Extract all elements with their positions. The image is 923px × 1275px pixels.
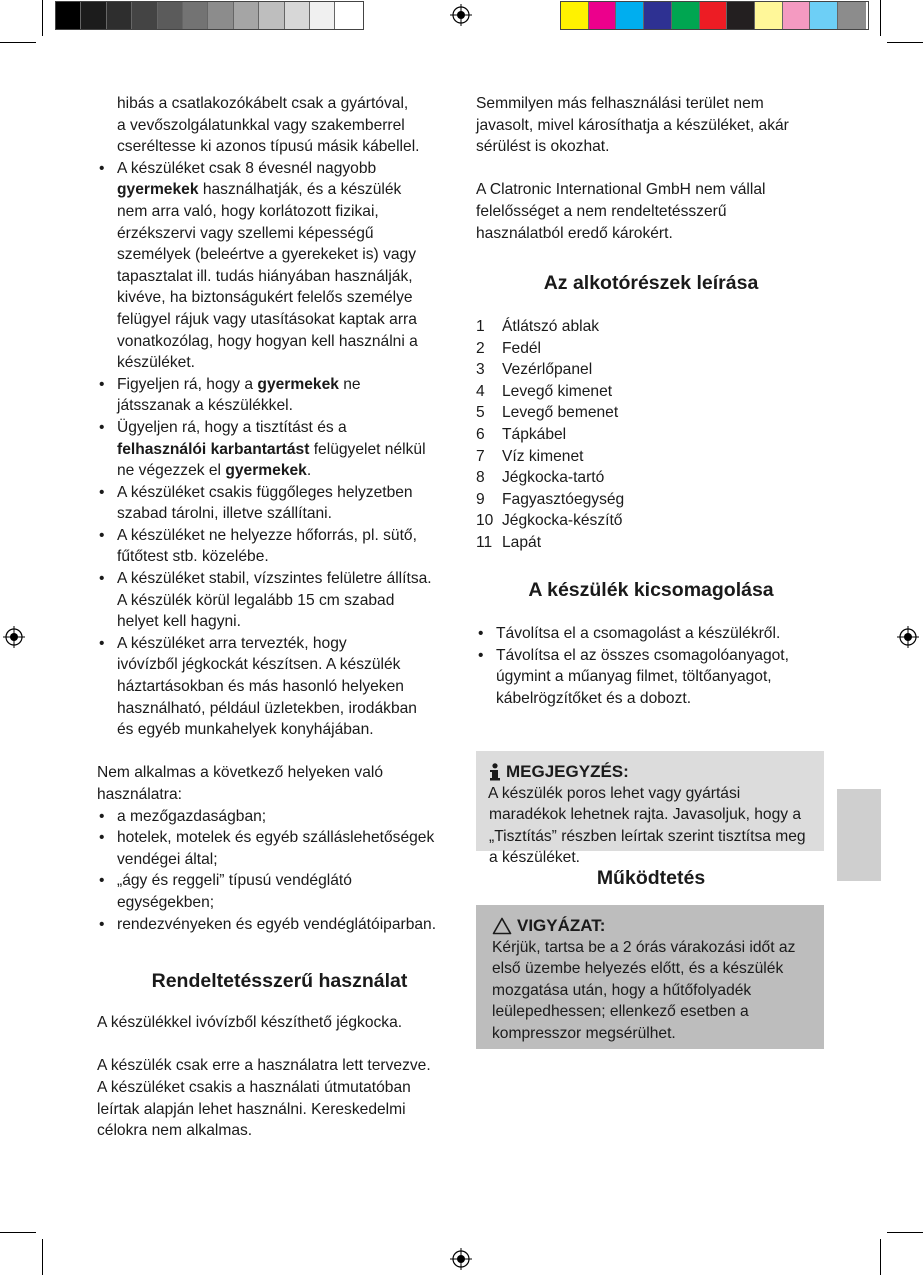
text-span: felügyelet nélkül — [309, 440, 426, 458]
parts-section — [476, 316, 826, 554]
text-line: A készülék poros lehet vagy gyártási — [488, 784, 741, 802]
text-line: ivóvízből jégkockát készítsen. A készülék — [117, 656, 401, 674]
part-label: Jégkocka-készítő — [502, 512, 623, 530]
text-line: kivéve, ha biztonságukért felelős személye — [117, 289, 413, 307]
use-paragraph-2 — [97, 1055, 462, 1141]
bold-text: felhasználói karbantartást — [117, 440, 310, 458]
warning-title-text: VIGYÁZAT: — [517, 916, 606, 935]
color-swatch — [158, 2, 183, 29]
text-line: személyek (beleértve a gyerekeket is) vagy — [117, 246, 417, 264]
crop-mark — [0, 42, 36, 43]
misuse-paragraph — [476, 93, 826, 158]
unpacking-list — [476, 623, 826, 709]
text-line: • Távolítsa el az összes csomagolóanyagot, — [496, 646, 789, 664]
color-swatch — [644, 2, 672, 29]
text-line: hibás a csatlakozókábelt csak a gyártóval, — [117, 95, 409, 112]
part-item — [476, 489, 826, 511]
list-item — [97, 482, 462, 525]
text-line: használatra: — [97, 786, 182, 803]
right-column — [476, 93, 826, 244]
text-line: egységekben; — [117, 893, 215, 911]
text-line — [117, 179, 462, 201]
text-line: • „ágy és reggeli” típusú vendéglátó — [117, 872, 352, 890]
text-line: maradékok lehetnek rajta. Javasoljuk, hogy a — [489, 806, 802, 824]
part-number: 7 — [476, 447, 485, 465]
left-column — [97, 93, 462, 1142]
note-title-text: MEGJEGYZÉS: — [506, 762, 629, 781]
part-item — [476, 446, 826, 468]
part-item — [476, 532, 826, 554]
text-line: célokra nem alkalmas. — [97, 1122, 253, 1140]
color-swatch — [285, 2, 310, 29]
text-line: • Távolítsa el a csomagolást a készülékről. — [496, 625, 781, 642]
list-item — [97, 568, 462, 633]
text-line: felelősséget a nem rendeltetésszerű — [476, 202, 727, 220]
text-span: ne végezzek el — [117, 462, 226, 480]
text-line: javasolt, mivel károsíthatja a készüléket, akár — [476, 116, 789, 134]
part-label: Lapát — [502, 533, 542, 551]
list-item — [97, 158, 462, 374]
heading-unpacking: A készülék kicsomagolása — [528, 579, 774, 601]
text-line: kábelrögzítőket és a dobozt. — [496, 689, 692, 707]
part-item — [476, 359, 826, 381]
text-line: A készülék körül legalább 15 cm szabad — [117, 591, 395, 609]
warning-title — [492, 915, 818, 937]
list-item — [97, 374, 462, 417]
text-line — [117, 439, 462, 461]
color-swatch — [616, 2, 644, 29]
color-swatch — [810, 2, 838, 29]
bold-text: gyermekek — [225, 462, 307, 480]
part-label: Átlátszó ablak — [502, 318, 600, 335]
text-line: • hotelek, motelek és egyéb szálláslehetőségek — [117, 829, 435, 847]
part-label: Vezérlőpanel — [502, 361, 593, 379]
part-number: 11 — [476, 533, 493, 551]
text-line: helyet kell hagyni. — [117, 613, 241, 631]
warning-box — [476, 905, 824, 1049]
text-line: felügyel rájuk vagy utasításokat kaptak arra — [117, 310, 417, 328]
color-swatch — [589, 2, 617, 29]
use-paragraph: A készülékkel ivóvízből készíthető jégkocka. — [97, 1014, 403, 1032]
color-swatch — [132, 2, 157, 29]
heading-parts: Az alkotórészek leírása — [543, 272, 759, 294]
text-line: • A készüléket arra tervezték, hogy — [117, 634, 347, 652]
part-label: Fagyasztóegység — [502, 490, 625, 508]
registration-mark-icon — [450, 1248, 472, 1270]
bold-text: gyermekek — [117, 181, 199, 199]
registration-mark-icon — [3, 626, 25, 648]
text-line: „Tisztítás” részben leírtak szerint tisztítsa meg — [489, 827, 806, 845]
crop-mark — [42, 0, 43, 36]
text-line: Kérjük, tartsa be a 2 órás várakozási időt az — [492, 938, 796, 956]
part-item — [476, 510, 826, 532]
text-line: érzékszervi vagy szellemi képességű — [117, 224, 374, 242]
part-item — [476, 316, 826, 338]
color-swatch — [561, 2, 589, 29]
color-swatch — [310, 2, 335, 29]
part-number: 4 — [476, 382, 485, 400]
note-box — [476, 751, 824, 867]
text-line: A készülék csak erre a használatra lett tervezve. — [97, 1057, 431, 1075]
unsuitable-list — [97, 806, 462, 936]
crop-mark — [0, 1232, 36, 1233]
parts-list — [476, 316, 826, 554]
text-line: • A készüléket csak 8 évesnél nagyobb — [117, 159, 377, 177]
text-line: készüléket. — [117, 354, 196, 372]
text-line: a vevőszolgálatunkkal vagy szakemberrel — [117, 116, 405, 134]
list-item — [97, 806, 462, 828]
crop-mark — [880, 1239, 881, 1275]
color-swatch — [755, 2, 783, 29]
text-line: háztartásokban és más hasonló helyeken — [117, 678, 404, 696]
text-line: vonatkozólag, hogy hogyan kell használni a — [117, 332, 418, 350]
part-number: 1 — [476, 318, 485, 335]
crop-mark — [887, 42, 923, 43]
color-swatch — [81, 2, 106, 29]
info-icon — [489, 763, 501, 781]
list-item — [97, 633, 462, 741]
text-span: . — [306, 462, 312, 480]
part-number: 8 — [476, 469, 485, 487]
list-item — [476, 645, 826, 710]
bold-text: gyermekek — [257, 375, 339, 393]
color-swatch — [700, 2, 728, 29]
unpacking-section — [476, 623, 826, 709]
list-item — [97, 870, 462, 913]
safety-list — [97, 158, 462, 741]
part-number: 9 — [476, 490, 485, 508]
text-line: sérülést is okozhat. — [476, 138, 610, 156]
part-label: Jégkocka-tartó — [502, 469, 605, 487]
text-span: használhatják, és a készülék — [198, 181, 402, 199]
color-swatch — [672, 2, 700, 29]
text-line: leülepedhessen; ellenkező esetben a — [492, 1003, 749, 1021]
text-line: első üzembe helyezés előtt, és a készülék — [492, 960, 784, 978]
text-line: • A készüléket csakis függőleges helyzetben — [117, 483, 413, 501]
text-line: leírtak alapján lehet használni. Kereskedelmi — [97, 1100, 406, 1118]
text-line: fűtőtest stb. közelébe. — [117, 548, 269, 566]
text-line: cseréltesse ki azonos típusú másik kábellel. — [117, 138, 420, 156]
color-swatch — [56, 2, 81, 29]
part-label: Levegő bemenet — [502, 404, 619, 422]
text-line: mozgatása után, hogy a hűtőfolyadék — [492, 981, 752, 999]
color-swatch — [208, 2, 233, 29]
text-line — [117, 460, 462, 482]
part-item — [476, 402, 826, 424]
text-span: ne — [338, 375, 361, 393]
text-line: Nem alkalmas a következő helyeken való — [97, 764, 384, 782]
list-item — [97, 914, 462, 936]
process-color-bar — [560, 1, 869, 30]
color-swatch — [727, 2, 755, 29]
text-line: • A készüléket ne helyezze hőforrás, pl. sütő, — [117, 526, 417, 544]
text-line: nem arra való, hogy korlátozott fizikai, — [117, 202, 379, 220]
part-number: 2 — [476, 339, 485, 357]
registration-mark-icon — [450, 4, 472, 26]
registration-mark-icon — [897, 626, 919, 648]
text-line: • a mezőgazdaságban; — [117, 807, 267, 825]
text-line: és egyéb munkahelyek konyhájában. — [117, 721, 374, 739]
list-item — [97, 525, 462, 568]
color-swatch — [335, 2, 360, 29]
grayscale-bar — [55, 1, 364, 30]
part-number: 6 — [476, 425, 485, 443]
text-span: Figyeljen rá, hogy a — [117, 375, 258, 393]
text-line: Semmilyen más felhasználási terület nem — [476, 95, 764, 112]
heading-operation: Működtetés — [596, 867, 706, 889]
text-line: A készüléket csakis a használati útmutatóban — [97, 1078, 411, 1096]
part-number: 10 — [476, 512, 494, 530]
part-label: Tápkábel — [502, 425, 567, 443]
note-title — [489, 761, 818, 783]
text-line: használható, például üzletekben, irodákban — [117, 699, 417, 717]
text-line: • rendezvényeken és egyéb vendéglátóiparban. — [117, 915, 437, 933]
text-line — [117, 374, 462, 396]
color-swatch — [183, 2, 208, 29]
part-number: 3 — [476, 361, 485, 379]
part-label: Víz kimenet — [502, 447, 584, 465]
part-item — [476, 424, 826, 446]
text-line: játsszanak a készülékkel. — [117, 397, 293, 415]
crop-mark — [880, 0, 881, 36]
text-line: úgymint a műanyag filmet, töltőanyagot, — [496, 668, 772, 686]
list-item — [476, 623, 826, 645]
text-line: vendégei által; — [117, 850, 218, 868]
text-line: a készüléket. — [489, 849, 581, 867]
color-swatch — [259, 2, 284, 29]
text-line: használatból eredő károkért. — [476, 224, 673, 242]
unsuitable-intro — [97, 762, 462, 805]
text-line: • A készüléket stabil, vízszintes felületre állítsa. — [117, 570, 432, 588]
part-item — [476, 467, 826, 489]
list-item — [97, 827, 462, 870]
color-swatch — [107, 2, 132, 29]
warning-triangle-icon — [492, 917, 512, 935]
text-line: A Clatronic International GmbH nem vállal — [476, 181, 766, 199]
intro-continuation — [97, 93, 462, 158]
text-line: tapasztalat ill. tudás hiányában használják, — [117, 267, 413, 285]
crop-mark — [42, 1239, 43, 1275]
part-item — [476, 338, 826, 360]
color-swatch — [234, 2, 259, 29]
color-swatch — [783, 2, 811, 29]
text-line: kompresszor megsérülhet. — [492, 1024, 676, 1042]
text-line: • Ügyeljen rá, hogy a tisztítást és a — [117, 418, 347, 436]
part-item — [476, 381, 826, 403]
color-swatch — [838, 2, 866, 29]
language-tab — [837, 789, 881, 881]
list-item — [97, 417, 462, 482]
crop-mark — [887, 1232, 923, 1233]
heading-intended-use: Rendeltetésszerű használat — [151, 970, 408, 993]
part-number: 5 — [476, 404, 485, 422]
part-label: Fedél — [502, 339, 542, 357]
text-line: szabad tárolni, illetve szállítani. — [117, 505, 332, 523]
liability-paragraph — [476, 179, 826, 244]
part-label: Levegő kimenet — [502, 382, 613, 400]
